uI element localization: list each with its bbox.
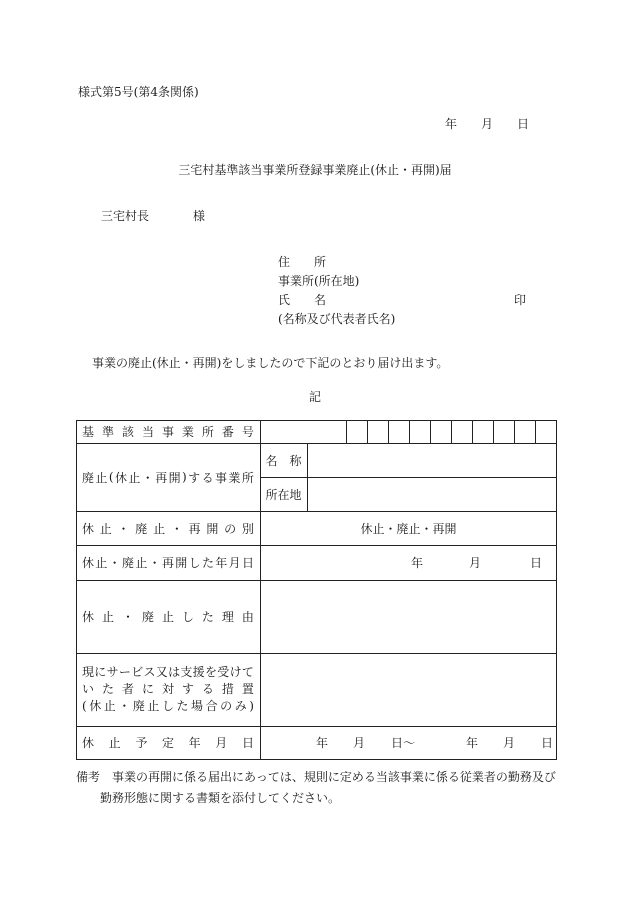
measures-label-line2: い た 者 に 対 す る 措 置 <box>82 682 254 696</box>
representative-label: (名称及び代表者氏名) <box>278 312 396 326</box>
office-location-field[interactable] <box>308 478 556 511</box>
change-type-label: 休 止 ・ 廃 止 ・ 再 開 の 別 <box>82 521 254 536</box>
change-date-field[interactable] <box>261 545 556 580</box>
scheduled-range-separator: 日〜 <box>391 736 416 750</box>
measures-field[interactable] <box>261 654 556 726</box>
addressee <box>101 210 205 222</box>
reason-label: 休 止 ・ 廃 止 し た 理 由 <box>82 610 254 624</box>
form-number: 様式第5号(第4条関係) <box>78 85 199 99</box>
body-text: 事業の廃止(休止・再開)をしましたので下記のとおり届け出ます。 <box>92 356 449 370</box>
change-date-day: 日 <box>530 556 543 570</box>
change-date-month: 月 <box>469 556 482 570</box>
date-year-label: 年 <box>445 117 458 131</box>
office-name-label: 名 称 <box>265 453 302 468</box>
change-date-year: 年 <box>411 556 424 570</box>
scheduled-start-month: 月 <box>353 736 366 750</box>
office-name-field[interactable] <box>308 444 556 477</box>
notes-line1 <box>76 767 556 788</box>
applicant-name-label: 氏 名 <box>278 293 327 307</box>
notes-text-1: 事業の再開に係る届出にあっては、規則に定める当該事業に係る従業者の勤務及び <box>112 770 556 784</box>
measures-label-line1: 現 に サ ー ビ ス 又 は 支 援 を 受 け て <box>82 665 254 679</box>
date-month-label: 月 <box>481 117 494 131</box>
scheduled-date-label: 休 止 予 定 年 月 日 <box>82 736 254 750</box>
office-location-cell-label: 所在地 <box>265 487 302 502</box>
office-number-field[interactable] <box>261 420 346 443</box>
scheduled-end-month: 月 <box>503 736 516 750</box>
notes-text-2: 勤務形態に関する書類を添付してください。 <box>100 791 341 805</box>
document-title: 三宅村基準該当事業所登録事業廃止(休止・再開)届 <box>178 163 452 177</box>
change-type-options[interactable]: 休止・廃止・再開 <box>360 521 457 536</box>
notes <box>76 767 556 809</box>
seal-mark: 印 <box>514 293 527 307</box>
address-label: 住 所 <box>278 255 327 269</box>
submission-date <box>445 118 529 130</box>
date-day-label: 日 <box>517 117 530 131</box>
office-location-label: 事業所(所在地) <box>278 274 360 288</box>
scheduled-date-field[interactable] <box>261 726 556 759</box>
reason-field[interactable] <box>261 581 556 653</box>
notes-label: 備考 <box>76 770 101 784</box>
scheduled-start-year: 年 <box>316 736 329 750</box>
scheduled-end-year: 年 <box>466 736 479 750</box>
office-number-label: 基 準 該 当 事 業 所 番 号 <box>82 425 254 439</box>
form-table <box>76 420 557 760</box>
ki-heading: 記 <box>308 390 321 404</box>
addressee-honorific: 様 <box>193 209 206 223</box>
addressee-name: 三宅村長 <box>101 209 150 223</box>
scheduled-end-day: 日 <box>541 736 554 750</box>
target-office-label: 廃 止 ( 休 止 ・ 再 開 ) す る 事 業 所 <box>82 470 254 485</box>
measures-label-line3: ( 休 止 ・ 廃 止 し た 場 合 の み ) <box>82 699 254 713</box>
measures-label <box>82 653 254 726</box>
change-date-label: 休 止 ・ 廃 止 ・ 再 開 し た 年 月 日 <box>82 556 254 570</box>
